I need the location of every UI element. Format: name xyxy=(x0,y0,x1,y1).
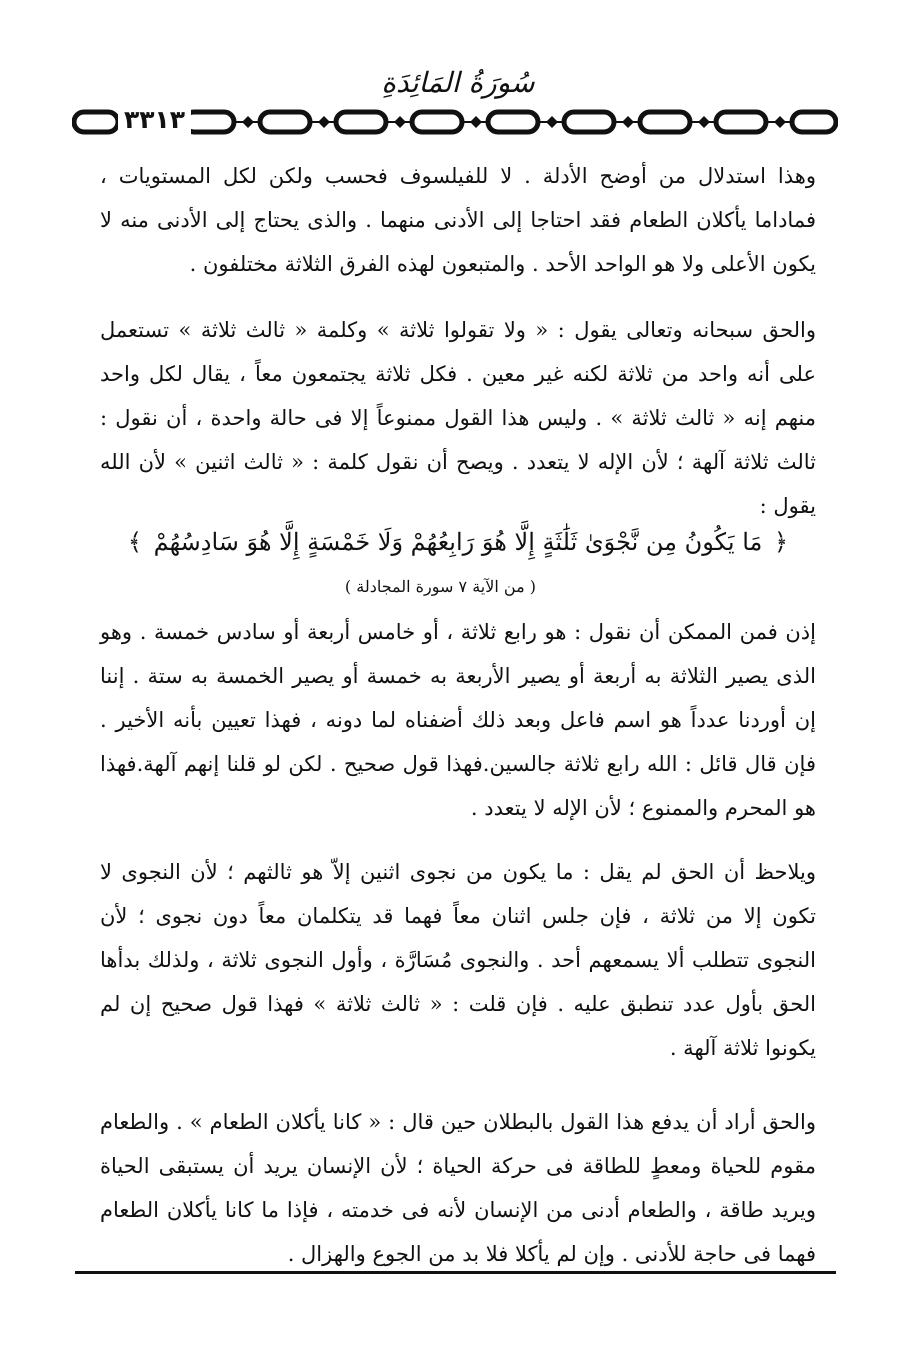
paragraph-4: ويلاحظ أن الحق لم يقل : ما يكون من نجوى اثنين إلاّ هو ثالثهم ؛ لأن النجوى لا تكون إلا من ثلاثة ، فإن جلس اثنان معاً فهما قد يتكلمان معاً دون نجوى ؛ لأن النجوى تتطلب ألا يسمعهم أحد . والنجوى مُسَارَّة ، وأول النجوى ثلاثة ، ولذلك بدأها الحق بأول عدد تنطبق عليه . فإن قلت : « ثالث ثلاثة » فهذا قول صحيح إن لم يكونوا ثلاثة آلهة . xyxy=(100,860,816,1060)
footer-rule xyxy=(75,1271,836,1274)
surah-title: سُورَةُ المَائِدَةِ xyxy=(381,66,535,99)
verse-text: مَا يَكُونُ مِن نَّجْوَىٰ ثَلَٰثَةٍ إِلَّا هُوَ رَابِعُهُمْ وَلَا خَمْسَةٍ إِلَّا هُوَ سَادِسُهُمْ xyxy=(153,528,763,556)
verse-open-bracket: ﴿ xyxy=(774,528,789,556)
paragraph-5: والحق أراد أن يدفع هذا القول بالبطلان حين قال : « كانا يأكلان الطعام » . والطعام مقوم للحياة ومعطٍ للطاقة فى حركة الحياة ؛ لأن الإنسان يريد أن يستبقى الحياة ويريد طاقة ، والطعام أدنى من الإنسان لأنه فى خدمته ، فإذا ما كانا يأكلان الطعام فهما فى حاجة للأدنى . وإن لم يأكلا فلا بد من الجوع والهزال . xyxy=(100,1110,816,1266)
paragraph-2: والحق سبحانه وتعالى يقول : « ولا تقولوا ثلاثة » وكلمة « ثالث ثلاثة » تستعمل على أنه واحد من ثلاثة لكنه غير معين . فكل ثلاثة يجتمعون معاً ، يقال لكل واحد منهم إنه « ثالث ثلاثة » . وليس هذا القول ممنوعاً إلا فى حالة واحدة ، أن نقول : ثالث ثلاثة آلهة ؛ لأن الإله لا يتعدد . ويصح أن نقول كلمة : « ثالث اثنين » لأن الله يقول : xyxy=(100,318,816,518)
paragraph-3: إذن فمن الممكن أن نقول : هو رابع ثلاثة ، أو خامس أربعة أو سادس خمسة . وهو الذى يصير الثلاثة به أربعة أو يصير الأربعة به خمسة أو يصير الخمسة به ستة . إننا إن أوردنا عدداً هو اسم فاعل وبعد ذلك أضفناه لما دونه ، فهذا تعيين بأنه الأخير . فإن قال قائل : الله رابع ثلاثة جالسين.فهذا قول صحيح . لكن لو قلنا إنهم آلهة.فهذا هو المحرم والممنوع ؛ لأن الإله لا يتعدد . xyxy=(100,620,816,820)
page-number: ٣٣١٣ xyxy=(118,105,191,135)
ornamental-header-band xyxy=(72,105,838,135)
verse-close-bracket: ﴾ xyxy=(127,528,142,556)
quran-verse xyxy=(100,522,816,562)
paragraph-1: وهذا استدلال من أوضح الأدلة . لا للفيلسوف فحسب ولكن لكل المستويات ، فماداما يأكلان الطعام فقد احتاجا إلى الأدنى منهما . والذى يحتاج إلى الأدنى منه لا يكون الأعلى ولا هو الواحد الأحد . والمتبعون لهذه الفرق الثلاثة مختلفون . xyxy=(100,164,816,276)
verse-reference: ( من الآية ٧ سورة المجادلة ) xyxy=(344,577,536,596)
